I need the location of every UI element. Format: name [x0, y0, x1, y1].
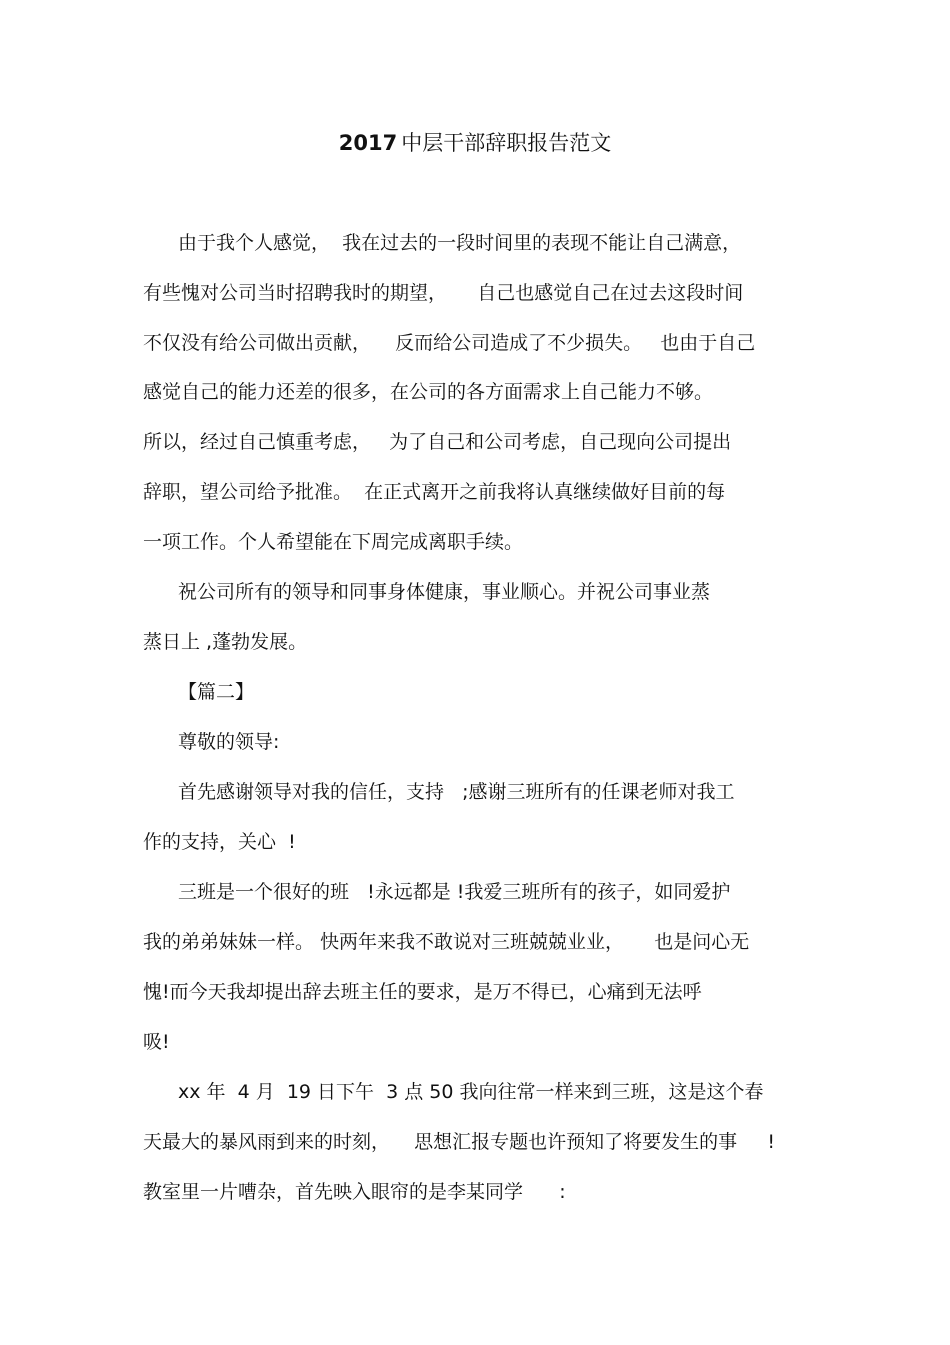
paragraph-line: 感觉自己的能力还差的很多，在公司的各方面需求上自己能力不够。	[143, 381, 714, 403]
paragraph-line: 蒸日上 ,蓬勃发展。	[143, 631, 308, 653]
paragraph-line: 作的支持，关心 !	[143, 831, 296, 853]
paragraph-line: 三班是一个很好的班 !永远都是 !我爱三班所有的孩子，如同爱护	[178, 881, 731, 903]
paragraph-line: 一项工作。个人希望能在下周完成离职手续。	[143, 531, 524, 553]
title-text: 中层干部辞职报告范文	[401, 131, 612, 155]
salutation: 尊敬的领导:	[178, 731, 280, 753]
paragraph-line: 教室里一片嘈杂，首先映入眼帘的是李某同学 :	[143, 1181, 566, 1203]
paragraph-line: 愧!而今天我却提出辞去班主任的要求，是万不得已，心痛到无法呼	[143, 981, 702, 1003]
document-title	[0, 128, 950, 158]
paragraph-line: 不仅没有给公司做出贡献， 反而给公司造成了不少损失。 也由于自己	[143, 332, 756, 354]
paragraph-line: 祝公司所有的领导和同事身体健康，事业顺心。并祝公司事业蒸	[178, 581, 711, 603]
section-heading: 【篇二】	[178, 681, 255, 703]
title-year: 2017	[338, 131, 398, 155]
paragraph-line: 天最大的暴风雨到来的时刻， 思想汇报专题也许预知了将要发生的事 !	[143, 1131, 775, 1153]
paragraph-line: 由于我个人感觉， 我在过去的一段时间里的表现不能让自己满意，	[178, 232, 742, 254]
paragraph-line: 有些愧对公司当时招聘我时的期望， 自己也感觉自己在过去这段时间	[143, 282, 744, 304]
paragraph-line: 吸!	[143, 1031, 170, 1053]
paragraph-line: 首先感谢领导对我的信任，支持 ;感谢三班所有的任课老师对我工	[178, 781, 735, 803]
paragraph-line: 所以，经过自己慎重考虑， 为了自己和公司考虑，自己现向公司提出	[143, 431, 732, 453]
paragraph-line: 辞职，望公司给予批准。 在正式离开之前我将认真继续做好目前的每	[143, 481, 726, 503]
paragraph-line: xx 年 4 月 19 日下午 3 点 50 我向往常一样来到三班，这是这个春	[178, 1081, 764, 1103]
paragraph-line: 我的弟弟妹妹一样。 快两年来我不敢说对三班兢兢业业， 也是问心无	[143, 931, 750, 953]
